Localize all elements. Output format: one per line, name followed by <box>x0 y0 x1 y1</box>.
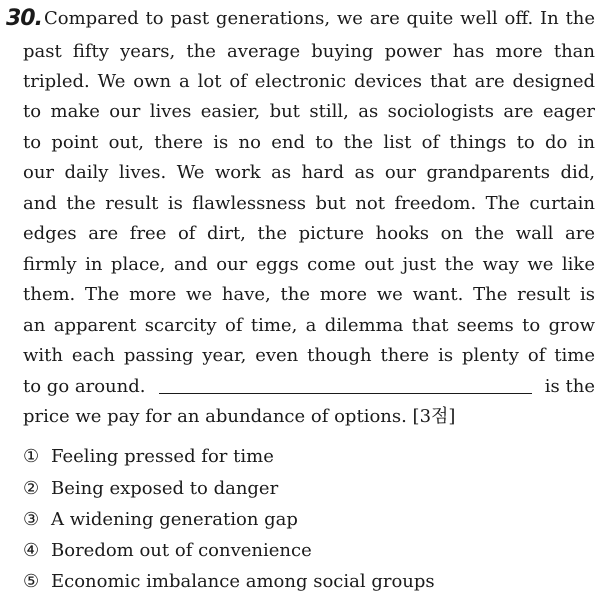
passage-line: tripled. We own a lot of electronic devices that are designed <box>23 71 595 92</box>
passage-line: an apparent scarcity of time, a dilemma that seems to grow <box>23 315 595 336</box>
choice-number-icon: ② <box>23 478 40 499</box>
choice-3[interactable] <box>23 508 298 532</box>
choice-5[interactable] <box>23 570 435 594</box>
choice-2[interactable] <box>23 477 278 501</box>
passage-line: firmly in place, and our eggs come out just the way we like <box>23 254 595 275</box>
choice-text: Boredom out of convenience <box>51 540 312 561</box>
choice-text: Feeling pressed for time <box>51 446 274 467</box>
choice-1[interactable] <box>23 445 274 469</box>
passage-line: to make our lives easier, but still, as sociologists are eager <box>23 101 595 122</box>
blank-line <box>23 376 595 398</box>
passage-line: our daily lives. We work as hard as our grandparents did, <box>23 162 595 183</box>
answer-blank <box>159 393 532 394</box>
passage-line: and the result is flawlessness but not freedom. The curtain <box>23 193 595 214</box>
choice-number-icon: ⑤ <box>23 571 40 592</box>
passage-line: to point out, there is no end to the list of things to do in <box>23 132 595 153</box>
blank-prefix-text: to go around. <box>23 376 146 397</box>
passage-line: price we pay for an abundance of options. [3점] <box>23 406 456 427</box>
choice-number-icon: ③ <box>23 509 40 530</box>
choice-text: Economic imbalance among social groups <box>51 571 435 592</box>
passage-line: Compared to past generations, we are quite well off. In the <box>44 8 595 29</box>
choice-text: Being exposed to danger <box>51 478 279 499</box>
blank-suffix-text: is the <box>544 376 595 397</box>
choice-4[interactable] <box>23 539 312 563</box>
choice-number-icon: ④ <box>23 540 40 561</box>
passage-line: edges are free of dirt, the picture hooks on the wall are <box>23 223 595 244</box>
passage-line: with each passing year, even though there is plenty of time <box>23 345 595 366</box>
question-number: 30. <box>6 6 42 31</box>
choice-text: A widening generation gap <box>51 509 298 530</box>
choice-number-icon: ① <box>23 446 40 467</box>
passage-line: past fifty years, the average buying power has more than <box>23 41 595 62</box>
passage-line: them. The more we have, the more we want. The result is <box>23 284 595 305</box>
